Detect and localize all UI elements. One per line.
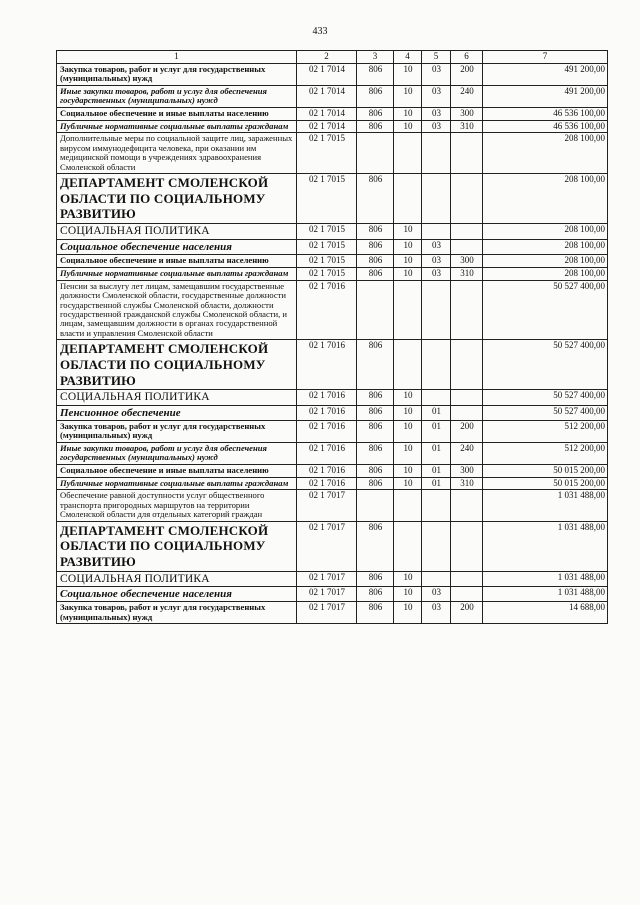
target-article-code: 02 1 7016: [297, 464, 357, 477]
expense-type-code: [451, 521, 483, 571]
subsection-code: [422, 174, 451, 224]
target-article-code: 02 1 7015: [297, 267, 357, 280]
expense-type-code: 310: [451, 120, 483, 133]
ministry-code: 806: [357, 442, 394, 464]
amount: 1 031 488,00: [483, 571, 608, 587]
expense-type-code: 300: [451, 464, 483, 477]
expense-type-code: [451, 174, 483, 224]
ministry-code: 806: [357, 571, 394, 587]
subsection-code: 01: [422, 477, 451, 490]
budget-item-name: ДЕПАРТАМЕНТ СМОЛЕНСКОЙ ОБЛАСТИ ПО СОЦИАЛЬНОМУ РАЗВИТИЮ: [57, 521, 297, 571]
target-article-code: 02 1 7015: [297, 174, 357, 224]
budget-item-name: Социальное обеспечение и иные выплаты населению: [57, 254, 297, 267]
section-code: 10: [394, 254, 422, 267]
ministry-code: 806: [357, 420, 394, 442]
target-article-code: 02 1 7016: [297, 420, 357, 442]
table-row: [57, 340, 608, 390]
budget-table: [56, 50, 608, 624]
section-code: 10: [394, 63, 422, 85]
section-code: 10: [394, 420, 422, 442]
table-row: [57, 280, 608, 340]
target-article-code: 02 1 7016: [297, 340, 357, 390]
budget-item-name: Закупка товаров, работ и услуг для государственных (муниципальных) нужд: [57, 420, 297, 442]
amount: 208 100,00: [483, 133, 608, 174]
expense-type-code: [451, 587, 483, 602]
amount: 512 200,00: [483, 442, 608, 464]
section-code: [394, 340, 422, 390]
amount: 208 100,00: [483, 254, 608, 267]
subsection-code: [422, 521, 451, 571]
target-article-code: 02 1 7017: [297, 602, 357, 624]
section-code: 10: [394, 602, 422, 624]
expense-type-code: 310: [451, 477, 483, 490]
amount: 512 200,00: [483, 420, 608, 442]
section-code: 10: [394, 107, 422, 120]
subsection-code: 01: [422, 442, 451, 464]
table-row: [57, 464, 608, 477]
column-number: 5: [422, 51, 451, 64]
subsection-code: 03: [422, 602, 451, 624]
section-code: 10: [394, 120, 422, 133]
table-row: [57, 442, 608, 464]
subsection-code: 03: [422, 85, 451, 107]
target-article-code: 02 1 7015: [297, 254, 357, 267]
ministry-code: 806: [357, 239, 394, 254]
table-row: [57, 120, 608, 133]
budget-item-name: Иные закупки товаров, работ и услуг для обеспечения государственных (муниципальных) нужд: [57, 85, 297, 107]
table-row: [57, 521, 608, 571]
budget-item-name: Закупка товаров, работ и услуг для государственных (муниципальных) нужд: [57, 602, 297, 624]
expense-type-code: [451, 340, 483, 390]
ministry-code: 806: [357, 254, 394, 267]
amount: 14 688,00: [483, 602, 608, 624]
table-row: [57, 477, 608, 490]
budget-item-name: Закупка товаров, работ и услуг для государственных (муниципальных) нужд: [57, 63, 297, 85]
budget-item-name: Дополнительные меры по социальной защите лиц, зараженных вирусом иммунодефицита человека, при оказании им медицинской помощи в учреждениях здравоохранения Смоленской области: [57, 133, 297, 174]
expense-type-code: 300: [451, 254, 483, 267]
amount: 208 100,00: [483, 174, 608, 224]
amount: 46 536 100,00: [483, 107, 608, 120]
budget-item-name: ДЕПАРТАМЕНТ СМОЛЕНСКОЙ ОБЛАСТИ ПО СОЦИАЛЬНОМУ РАЗВИТИЮ: [57, 340, 297, 390]
ministry-code: 806: [357, 602, 394, 624]
subsection-code: 03: [422, 107, 451, 120]
column-number: 7: [483, 51, 608, 64]
ministry-code: 806: [357, 174, 394, 224]
subsection-code: [422, 571, 451, 587]
ministry-code: [357, 490, 394, 521]
target-article-code: 02 1 7017: [297, 571, 357, 587]
amount: 491 200,00: [483, 85, 608, 107]
table-row: [57, 602, 608, 624]
column-number: 1: [57, 51, 297, 64]
table-row: [57, 254, 608, 267]
subsection-code: [422, 224, 451, 240]
expense-type-code: [451, 571, 483, 587]
budget-item-name: Публичные нормативные социальные выплаты гражданам: [57, 477, 297, 490]
ministry-code: 806: [357, 587, 394, 602]
budget-item-name: Пенсии за выслугу лет лицам, замещавшим государственные должности Смоленской области, государственные должности государственной службы Смоленской области, должности государственной гражданской службы Смоленской области, и лицам, замещавшим должности в органах государственной власти и управления Смоленской области: [57, 280, 297, 340]
budget-item-name: СОЦИАЛЬНАЯ ПОЛИТИКА: [57, 224, 297, 240]
amount: 491 200,00: [483, 63, 608, 85]
column-number: 2: [297, 51, 357, 64]
section-code: [394, 280, 422, 340]
budget-item-name: Публичные нормативные социальные выплаты гражданам: [57, 120, 297, 133]
subsection-code: [422, 390, 451, 406]
expense-type-code: 300: [451, 107, 483, 120]
target-article-code: 02 1 7017: [297, 521, 357, 571]
ministry-code: 806: [357, 521, 394, 571]
section-code: 10: [394, 587, 422, 602]
ministry-code: 806: [357, 224, 394, 240]
target-article-code: 02 1 7017: [297, 490, 357, 521]
section-code: [394, 133, 422, 174]
amount: 46 536 100,00: [483, 120, 608, 133]
ministry-code: 806: [357, 120, 394, 133]
target-article-code: 02 1 7014: [297, 120, 357, 133]
table-row: [57, 63, 608, 85]
section-code: [394, 521, 422, 571]
expense-type-code: 240: [451, 442, 483, 464]
amount: 208 100,00: [483, 239, 608, 254]
target-article-code: 02 1 7016: [297, 390, 357, 406]
target-article-code: 02 1 7016: [297, 280, 357, 340]
target-article-code: 02 1 7015: [297, 224, 357, 240]
expense-type-code: [451, 239, 483, 254]
target-article-code: 02 1 7017: [297, 587, 357, 602]
target-article-code: 02 1 7016: [297, 405, 357, 420]
section-code: 10: [394, 442, 422, 464]
amount: 208 100,00: [483, 267, 608, 280]
subsection-code: 03: [422, 254, 451, 267]
expense-type-code: 200: [451, 63, 483, 85]
target-article-code: 02 1 7014: [297, 63, 357, 85]
ministry-code: 806: [357, 405, 394, 420]
section-code: 10: [394, 464, 422, 477]
column-number: 6: [451, 51, 483, 64]
target-article-code: 02 1 7016: [297, 477, 357, 490]
amount: 50 015 200,00: [483, 477, 608, 490]
expense-type-code: [451, 405, 483, 420]
subsection-code: 01: [422, 405, 451, 420]
subsection-code: 01: [422, 464, 451, 477]
subsection-code: 01: [422, 420, 451, 442]
target-article-code: 02 1 7016: [297, 442, 357, 464]
column-number-header-row: [57, 51, 608, 64]
amount: 1 031 488,00: [483, 521, 608, 571]
table-row: [57, 267, 608, 280]
subsection-code: [422, 340, 451, 390]
expense-type-code: [451, 390, 483, 406]
subsection-code: [422, 490, 451, 521]
section-code: 10: [394, 405, 422, 420]
table-row: [57, 133, 608, 174]
expense-type-code: [451, 224, 483, 240]
budget-item-name: Иные закупки товаров, работ и услуг для обеспечения государственных (муниципальных) нужд: [57, 442, 297, 464]
ministry-code: [357, 133, 394, 174]
expense-type-code: 200: [451, 420, 483, 442]
table-row: [57, 107, 608, 120]
target-article-code: 02 1 7014: [297, 107, 357, 120]
subsection-code: 03: [422, 239, 451, 254]
column-number: 3: [357, 51, 394, 64]
ministry-code: 806: [357, 85, 394, 107]
amount: 1 031 488,00: [483, 587, 608, 602]
ministry-code: 806: [357, 390, 394, 406]
amount: 50 527 400,00: [483, 390, 608, 406]
ministry-code: 806: [357, 464, 394, 477]
expense-type-code: [451, 280, 483, 340]
budget-item-name: Публичные нормативные социальные выплаты гражданам: [57, 267, 297, 280]
table-row: [57, 174, 608, 224]
target-article-code: 02 1 7015: [297, 133, 357, 174]
subsection-code: [422, 133, 451, 174]
expense-type-code: [451, 133, 483, 174]
subsection-code: [422, 280, 451, 340]
budget-item-name: СОЦИАЛЬНАЯ ПОЛИТИКА: [57, 571, 297, 587]
amount: 1 031 488,00: [483, 490, 608, 521]
table-row: [57, 587, 608, 602]
table-row: [57, 571, 608, 587]
subsection-code: 03: [422, 267, 451, 280]
ministry-code: 806: [357, 267, 394, 280]
table-row: [57, 224, 608, 240]
amount: 50 527 400,00: [483, 340, 608, 390]
budget-item-name: Социальное обеспечение и иные выплаты населению: [57, 464, 297, 477]
amount: 50 527 400,00: [483, 405, 608, 420]
section-code: [394, 490, 422, 521]
section-code: 10: [394, 224, 422, 240]
table-row: [57, 420, 608, 442]
subsection-code: 03: [422, 587, 451, 602]
table-row: [57, 490, 608, 521]
target-article-code: 02 1 7014: [297, 85, 357, 107]
subsection-code: 03: [422, 120, 451, 133]
section-code: [394, 174, 422, 224]
section-code: 10: [394, 477, 422, 490]
budget-item-name: СОЦИАЛЬНАЯ ПОЛИТИКА: [57, 390, 297, 406]
ministry-code: 806: [357, 63, 394, 85]
table-row: [57, 85, 608, 107]
subsection-code: 03: [422, 63, 451, 85]
table-row: [57, 405, 608, 420]
expense-type-code: 200: [451, 602, 483, 624]
expense-type-code: [451, 490, 483, 521]
expense-type-code: 240: [451, 85, 483, 107]
target-article-code: 02 1 7015: [297, 239, 357, 254]
budget-item-name: Обеспечение равной доступности услуг общественного транспорта пригородных маршрутов на территории Смоленской области для отдельных категорий граждан: [57, 490, 297, 521]
section-code: 10: [394, 571, 422, 587]
budget-item-name: Пенсионное обеспечение: [57, 405, 297, 420]
section-code: 10: [394, 85, 422, 107]
table-row: [57, 390, 608, 406]
section-code: 10: [394, 267, 422, 280]
ministry-code: 806: [357, 340, 394, 390]
section-code: 10: [394, 239, 422, 254]
ministry-code: 806: [357, 477, 394, 490]
budget-item-name: ДЕПАРТАМЕНТ СМОЛЕНСКОЙ ОБЛАСТИ ПО СОЦИАЛЬНОМУ РАЗВИТИЮ: [57, 174, 297, 224]
amount: 50 015 200,00: [483, 464, 608, 477]
budget-item-name: Социальное обеспечение и иные выплаты населению: [57, 107, 297, 120]
amount: 208 100,00: [483, 224, 608, 240]
budget-item-name: Социальное обеспечение населения: [57, 239, 297, 254]
amount: 50 527 400,00: [483, 280, 608, 340]
ministry-code: [357, 280, 394, 340]
table-row: [57, 239, 608, 254]
ministry-code: 806: [357, 107, 394, 120]
budget-item-name: Социальное обеспечение населения: [57, 587, 297, 602]
page-number: 433: [312, 26, 328, 37]
expense-type-code: 310: [451, 267, 483, 280]
column-number: 4: [394, 51, 422, 64]
section-code: 10: [394, 390, 422, 406]
